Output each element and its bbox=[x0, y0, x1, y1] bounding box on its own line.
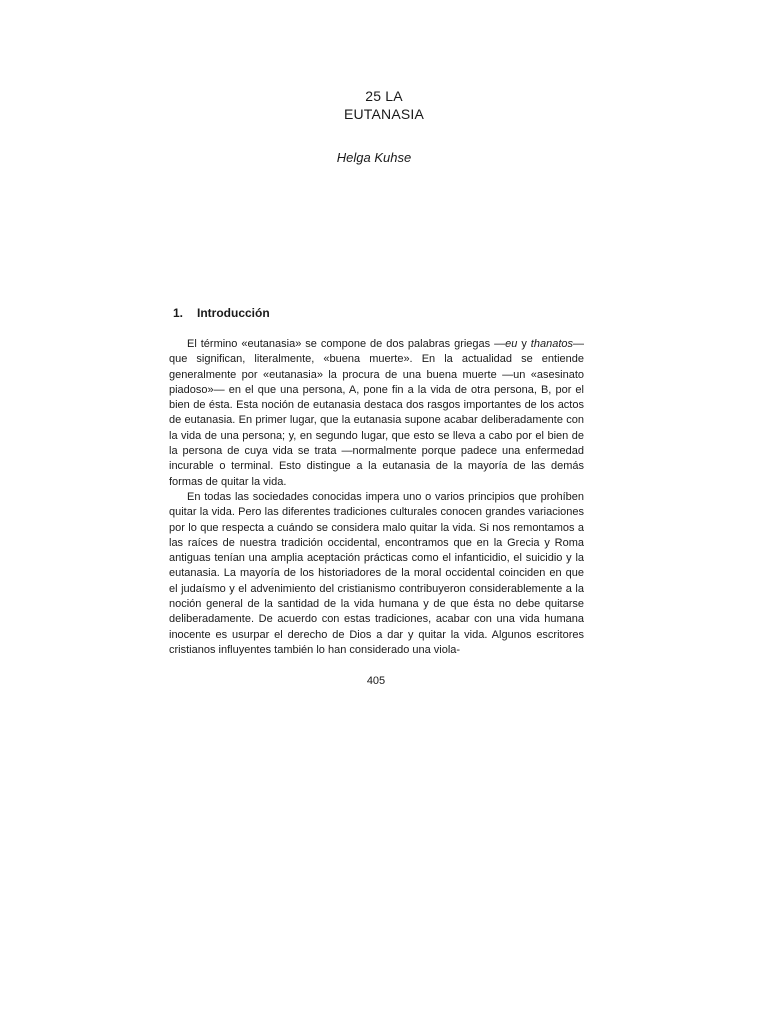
paragraph-1-part-a: El término «eutanasia» se compone de dos palabras griegas — bbox=[187, 338, 506, 350]
section-title: Introducción bbox=[197, 306, 270, 320]
paragraph-1-part-b: y bbox=[517, 338, 531, 350]
author-name: Helga Kuhse bbox=[336, 150, 412, 165]
section-heading bbox=[173, 306, 270, 321]
paragraph-1-part-c: — que significan, literalmente, «buena muerte». En la actualidad se entiende generalmente por «eutanasia» la procura de una buena muerte —un «asesinato piadoso»— en el que una persona, A, pone fin a la vida de otra persona, B, por el bien de ésta. Esta noción de eutanasia destaca dos rasgos importantes de los actos de eutanasia. En primer lugar, que la eutanasia supone acabar deliberadamente con la vida de una persona; y, en segundo lugar, que esto se lleva a cabo por el bien de la persona de cuya vida se trata —normalmente porque padece una enfermedad incurable o terminal. Esto distingue a la eutanasia de la mayoría de las demás formas de quitar la vida. bbox=[169, 338, 584, 488]
paragraph-1-italic-eu: eu bbox=[505, 338, 518, 350]
section-number: 1. bbox=[173, 306, 184, 320]
page-number: 405 bbox=[366, 675, 386, 687]
paragraph-1 bbox=[169, 337, 584, 490]
chapter-title-line-1: 25 LA bbox=[365, 88, 403, 104]
paragraph-2: En todas las sociedades conocidas impera uno o varios principios que prohíben quitar la vida. Pero las diferentes tradiciones culturales conocen grandes variaciones por lo que respecta a cuándo se considera malo quitar la vida. Si nos remontamos a las raíces de nuestra tradición occidental, encontramos que en la Grecia y Roma antiguas tenían una amplia aceptación prácticas como el infanticidio, el suicidio y la eutanasia. La mayoría de los historiadores de la moral occidental coinciden en que el judaísmo y el advenimiento del cristianismo contribuyeron considerablemente a la noción general de la santidad de la vida humana y de que ésta no debe quitarse deliberadamente. De acuerdo con estas tradiciones, acabar con una vida humana inocente es usurpar el derecho de Dios a dar y quitar la vida. Algunos escritores cristianos influyentes también lo han considerado una viola- bbox=[169, 490, 584, 656]
paragraph-1-italic-thanatos: thanatos bbox=[530, 338, 573, 350]
chapter-title-line-2: EUTANASIA bbox=[343, 106, 425, 122]
body-text bbox=[169, 337, 584, 658]
